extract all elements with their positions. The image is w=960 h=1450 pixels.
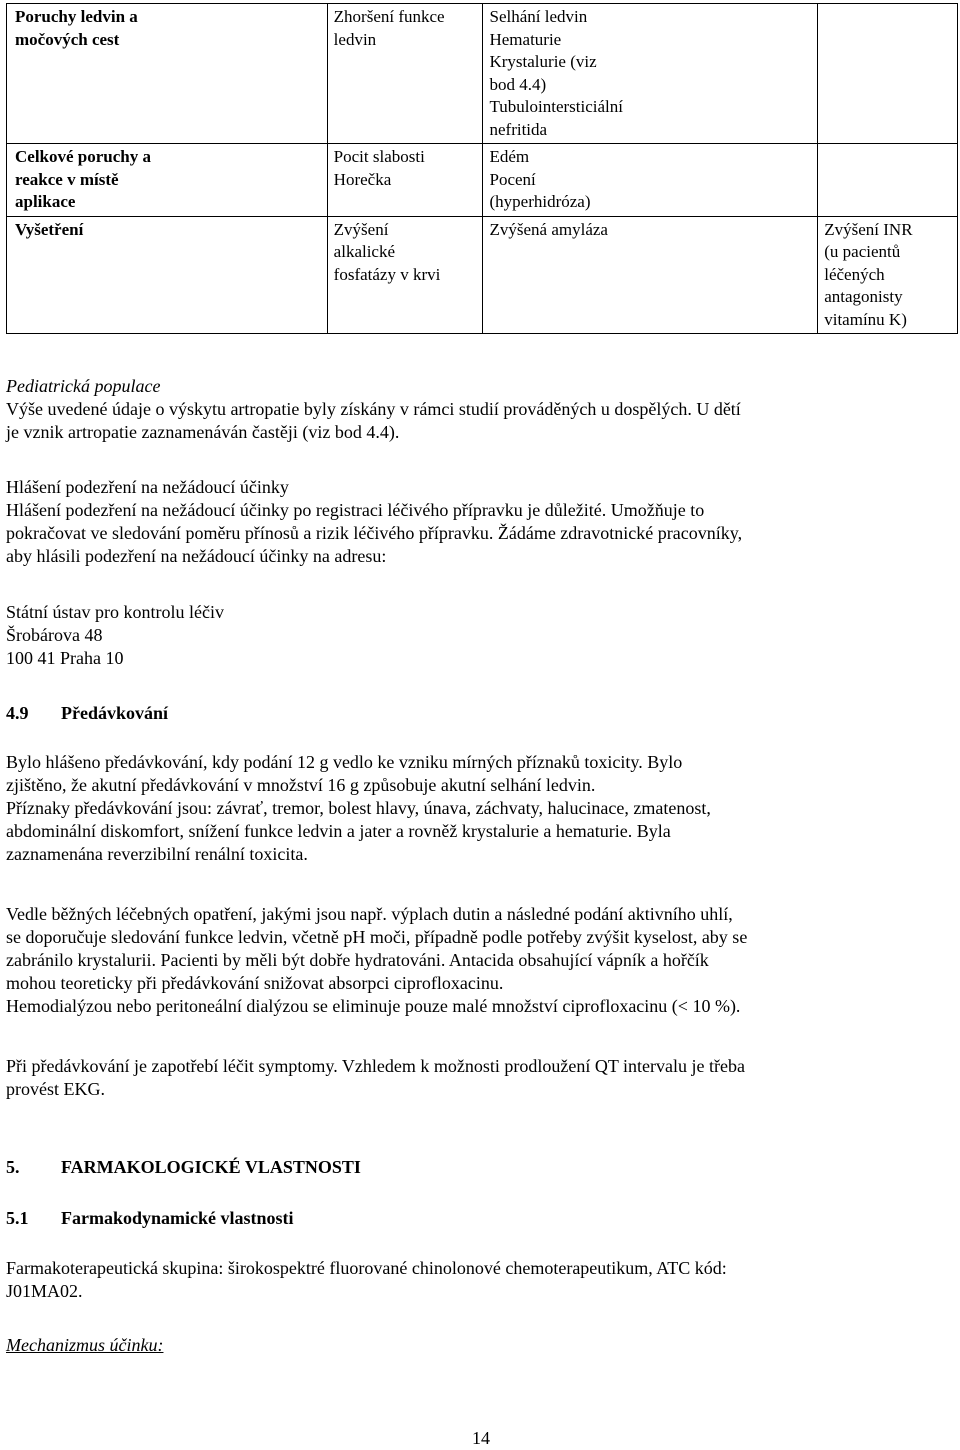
text-line: Farmakoterapeutická skupina: širokospektré fluorované chinolonové chemoterapeutikum, ATC kód:	[6, 1258, 727, 1278]
table-row	[7, 4, 958, 144]
mechanism-heading	[6, 1334, 956, 1357]
cell-line: Poruchy ledvin a	[15, 7, 138, 26]
reporting-heading: Hlášení podezření na nežádoucí účinky	[6, 477, 289, 497]
reporting-line: aby hlásili podezření na nežádoucí účinky na adresu:	[6, 546, 387, 566]
cell-line: Vyšetření	[15, 219, 84, 239]
section-title: FARMAKOLOGICKÉ VLASTNOSTI	[61, 1157, 361, 1177]
address-block	[6, 601, 956, 670]
section-number: 4.9	[6, 703, 29, 723]
address-line: 100 41 Praha 10	[6, 648, 124, 668]
overdose-paragraph-2	[6, 903, 956, 1018]
table-cell	[327, 4, 483, 144]
reporting-line: pokračovat ve sledování poměru přínosů a rizik léčivého přípravku. Žádáme zdravotnické pracovníky,	[6, 523, 743, 543]
text-line: J01MA02.	[6, 1281, 83, 1301]
table-cell	[483, 216, 818, 334]
cell-line: Krystalurie (viz	[489, 52, 597, 71]
cell-line: aplikace	[15, 192, 76, 211]
table-cell	[483, 4, 818, 144]
table-row	[7, 216, 958, 334]
reporting-line: Hlášení podezření na nežádoucí účinky po registraci léčivého přípravku je důležité. Umožňuje to	[6, 500, 705, 520]
address-line: Šrobárova 48	[6, 625, 103, 645]
cell-line: Selhání ledvin	[489, 7, 588, 26]
table-cell	[818, 216, 958, 334]
table-cell	[818, 144, 958, 217]
cell-line: Pocit slabosti	[333, 147, 425, 166]
text-line: zaznamenána reverzibilní renální toxicita.	[6, 844, 308, 864]
cell-line: močových cest	[15, 29, 120, 49]
cell-line: nefritida	[489, 119, 548, 139]
cell-line: ledvin	[333, 29, 377, 49]
section-4-9-heading	[6, 702, 956, 725]
cell-line: Tubulointersticiální	[489, 97, 623, 116]
cell-line: antagonisty	[824, 287, 903, 306]
text-line: provést EKG.	[6, 1079, 105, 1099]
cell-line: Zvýšená amyláza	[489, 219, 608, 239]
cell-line: Horečka	[333, 169, 392, 189]
document-page	[6, 3, 956, 1448]
section-number: 5.	[6, 1157, 20, 1177]
cell-line: Pocení	[489, 169, 536, 189]
pediatric-line: Výše uvedené údaje o výskytu artropatie byly získány v rámci studií prováděných u dospělých. U dětí	[6, 399, 741, 419]
cell-line: (hyperhidróza)	[489, 192, 591, 211]
text-line: Příznaky předávkování jsou: závrať, tremor, bolest hlavy, únava, záchvaty, halucinace, zmatenost,	[6, 798, 711, 818]
cell-line: (u pacientů	[824, 242, 901, 261]
overdose-paragraph-3	[6, 1055, 956, 1101]
adverse-effects-table	[6, 3, 958, 334]
section-number: 5.1	[6, 1208, 29, 1228]
cell-line: Hematurie	[489, 29, 562, 49]
section-5-1-heading	[6, 1207, 956, 1230]
cell-line: Edém	[489, 147, 530, 166]
pharmacotherapeutic-group	[6, 1257, 956, 1303]
text-line: zjištěno, že akutní předávkování v množství 16 g způsobuje akutní selhání ledvin.	[6, 775, 596, 795]
page-number: 14	[472, 1428, 490, 1448]
table-cell	[327, 216, 483, 334]
pediatric-section	[6, 375, 956, 444]
section-title: Farmakodynamické vlastnosti	[61, 1208, 294, 1228]
category-cell	[7, 216, 328, 334]
cell-line: Zvýšení INR	[824, 219, 913, 239]
mechanism-label: Mechanizmus účinku:	[6, 1335, 164, 1355]
table-cell	[483, 144, 818, 217]
cell-line: vitamínu K)	[824, 309, 907, 329]
text-line: zabránilo krystalurii. Pacienti by měli být dobře hydratováni. Antacida obsahující vápník a hořčík	[6, 950, 709, 970]
cell-line: léčených	[824, 264, 885, 284]
pediatric-line: je vznik artropatie zaznamenáván častěji (viz bod 4.4).	[6, 422, 400, 442]
pediatric-heading: Pediatrická populace	[6, 376, 161, 396]
table-cell	[327, 144, 483, 217]
text-line: Hemodialýzou nebo peritoneální dialýzou se eliminuje pouze malé množství ciprofloxacinu (< 10 %).	[6, 996, 741, 1016]
text-line: Vedle běžných léčebných opatření, jakými jsou např. výplach dutin a následné podání aktivního uhlí,	[6, 904, 733, 924]
section-5-heading	[6, 1156, 956, 1179]
cell-line: Zvýšení	[333, 219, 389, 239]
cell-line: reakce v místě	[15, 169, 119, 189]
cell-line: Zhoršení funkce	[333, 7, 445, 26]
section-title: Předávkování	[61, 703, 169, 723]
category-cell	[7, 144, 328, 217]
address-line: Státní ústav pro kontrolu léčiv	[6, 602, 224, 622]
cell-line: bod 4.4)	[489, 74, 547, 94]
cell-line: fosfatázy v krvi	[333, 264, 441, 284]
table-cell	[818, 4, 958, 144]
overdose-paragraph-1	[6, 751, 956, 866]
cell-line: Celkové poruchy a	[15, 147, 151, 166]
reporting-section	[6, 476, 956, 568]
cell-line: alkalické	[333, 242, 396, 261]
category-cell	[7, 4, 328, 144]
text-line: se doporučuje sledování funkce ledvin, včetně pH moči, případně podle potřeby zvýšit kyselost, aby se	[6, 927, 748, 947]
table-row	[7, 144, 958, 217]
text-line: mohou teoreticky při předávkování snižovat absorpci ciprofloxacinu.	[6, 973, 504, 993]
text-line: abdominální diskomfort, snížení funkce ledvin a jater a rovněž krystalurie a hematurie. Byla	[6, 821, 671, 841]
text-line: Při předávkování je zapotřebí léčit symptomy. Vzhledem k možnosti prodloužení QT intervalu je třeba	[6, 1056, 745, 1076]
text-line: Bylo hlášeno předávkování, kdy podání 12 g vedlo ke vzniku mírných příznaků toxicity. Bylo	[6, 752, 683, 772]
